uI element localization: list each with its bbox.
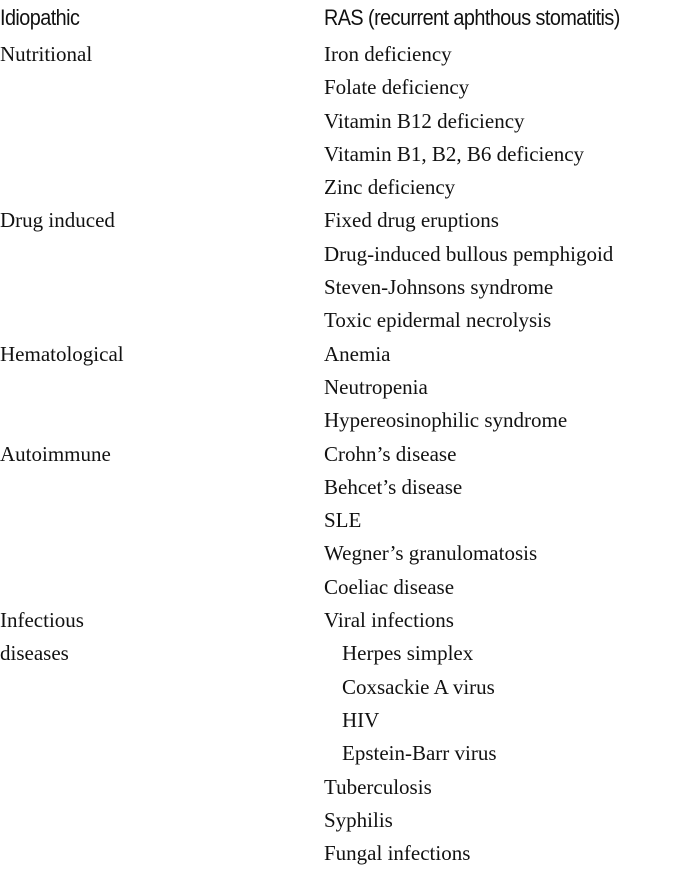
cause-item: Syphilis [324, 807, 393, 832]
category-label: Nutritional [0, 42, 93, 66]
cause-item: Steven-Johnsons syndrome [324, 275, 554, 300]
cause-item: Vitamin B1, B2, B6 deficiency [324, 141, 585, 166]
table-row [0, 604, 693, 870]
cause-item: Toxic epidermal necrolysis [324, 308, 552, 333]
cause-list [324, 38, 693, 204]
cause-item: Zinc deficiency [324, 175, 456, 200]
cause-item: Fungal infections [324, 841, 471, 866]
table-row [0, 438, 693, 604]
category-label: Infectious diseases [0, 608, 84, 666]
cause-item: Drug-induced bullous pemphigoid [324, 241, 614, 266]
cause-item: SLE [324, 508, 362, 533]
cause-item: Vitamin B12 deficiency [324, 108, 525, 133]
cause-item: Coeliac disease [324, 574, 455, 599]
cause-item: Folate deficiency [324, 75, 470, 100]
table-row [0, 204, 693, 337]
header-left: Idiopathic [0, 5, 80, 30]
cause-item: Crohn’s disease [324, 441, 457, 466]
cause-subitem: Coxsackie A virus [342, 674, 495, 699]
table-body [0, 38, 693, 870]
category-label: Hematological [0, 341, 124, 366]
cause-list [324, 438, 693, 604]
table-row [0, 38, 693, 204]
cause-item: Behcet’s disease [324, 474, 463, 499]
cause-subitem: Epstein-Barr virus [342, 741, 497, 766]
table-row [0, 338, 693, 438]
cause-item: Hypereosinophilic syndrome [324, 408, 568, 433]
cause-item: Wegner’s granulomatosis [324, 541, 538, 566]
cause-item: Iron deficiency [324, 42, 452, 66]
cause-subitem: HIV [342, 707, 380, 732]
cause-subitem: Herpes simplex [342, 641, 474, 666]
cause-list [324, 338, 693, 438]
cause-item: Viral infections [324, 608, 454, 633]
cause-item: Tuberculosis [324, 774, 432, 799]
cause-item: Fixed drug eruptions [324, 208, 499, 233]
cause-list [324, 204, 693, 337]
category-label: Drug induced [0, 208, 115, 233]
table-header-row [0, 0, 693, 38]
cause-item: Anemia [324, 341, 391, 366]
cause-item: Neutropenia [324, 374, 428, 399]
header-right: RAS (recurrent aphthous stomatitis) [324, 5, 620, 30]
cause-list [324, 604, 693, 870]
category-label: Autoimmune [0, 441, 111, 466]
